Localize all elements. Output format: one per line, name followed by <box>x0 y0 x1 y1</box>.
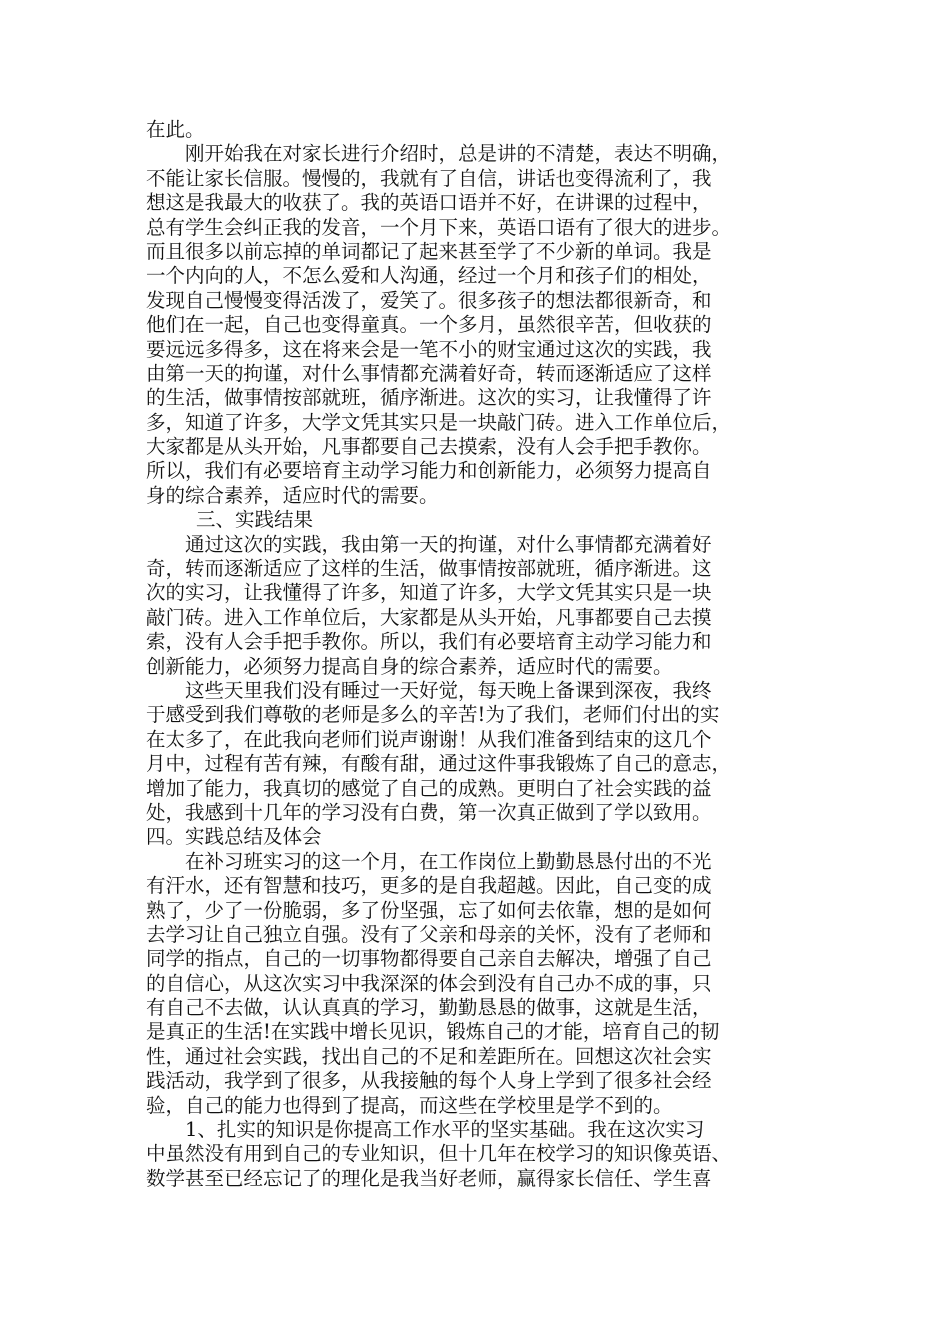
text-line: 四。实践总结及体会 <box>146 825 322 849</box>
text-line: 刚开始我在对家长进行介绍时，总是讲的不清楚，表达不明确， <box>185 142 732 166</box>
text-line: 次的实习，让我懂得了许多，知道了许多，大学文凭其实只是一块 <box>146 581 712 605</box>
text-line: 要远远多得多，这在将来会是一笔不小的财宝通过这次的实践，我 <box>146 337 712 361</box>
text-line: 数学甚至已经忘记了的理化是我当好老师，赢得家长信任、学生喜 <box>146 1166 712 1190</box>
text-line: 敲门砖。进入工作单位后，大家都是从头开始，凡事都要自己去摸 <box>146 605 712 629</box>
text-line: 增加了能力，我真切的感觉了自己的成熟。更明白了社会实践的益 <box>146 776 712 800</box>
text-line: 同学的指点，自己的一切事物都得要自己亲自去解决，增强了自己 <box>146 947 712 971</box>
text-line: 在太多了，在此我向老师们说声谢谢！从我们准备到结束的这几个 <box>146 727 712 751</box>
text-line: 多，知道了许多，大学文凭其实只是一块敲门砖。进入工作单位后， <box>146 410 732 434</box>
text-line: 的生活，做事情按部就班，循序渐进。这次的实习，让我懂得了许 <box>146 386 712 410</box>
document-page <box>146 118 826 1191</box>
text-line: 而且很多以前忘掉的单词都记了起来甚至学了不少新的单词。我是 <box>146 239 712 263</box>
text-line: 总有学生会纠正我的发音，一个月下来，英语口语有了很大的进步。 <box>146 215 732 239</box>
text-line: 性，通过社会实践，找出自己的不足和差距所在。回想这次社会实 <box>146 1044 712 1068</box>
text-line: 不能让家长信服。慢慢的，我就有了自信，讲话也变得流利了，我 <box>146 166 712 190</box>
text-line: 由第一天的拘谨，对什么事情都充满着好奇，转而逐渐适应了这样 <box>146 361 712 385</box>
text-line: 一个内向的人，不怎么爱和人沟通，经过一个月和孩子们的相处， <box>146 264 712 288</box>
text-line: 发现自己慢慢变得活泼了，爱笑了。很多孩子的想法都很新奇，和 <box>146 288 712 312</box>
text-line: 熟了，少了一份脆弱，多了份坚强，忘了如何去依靠，想的是如何 <box>146 898 712 922</box>
text-line: 1、扎实的知识是你提高工作水平的坚实基础。我在这次实习 <box>185 1118 705 1142</box>
section-heading: 三、实践结果 <box>196 508 314 532</box>
text-line: 这些天里我们没有睡过一天好觉，每天晚上备课到深夜，我终 <box>185 678 712 702</box>
text-line: 创新能力，必须努力提高自身的综合素养，适应时代的需要。 <box>146 654 673 678</box>
text-line: 所以，我们有必要培育主动学习能力和创新能力，必须努力提高自 <box>146 459 712 483</box>
text-line: 身的综合素养，适应时代的需要。 <box>146 483 439 507</box>
text-line: 月中，过程有苦有辣，有酸有甜，通过这件事我锻炼了自己的意志， <box>146 752 732 776</box>
text-line: 中虽然没有用到自己的专业知识，但十几年在校学习的知识像英语、 <box>146 1142 732 1166</box>
text-line: 去学习让自己独立自强。没有了父亲和母亲的关怀，没有了老师和 <box>146 922 712 946</box>
text-line: 索，没有人会手把手教你。所以，我们有必要培育主动学习能力和 <box>146 630 712 654</box>
text-line: 他们在一起，自己也变得童真。一个多月，虽然很辛苦，但收获的 <box>146 313 712 337</box>
text-line: 的自信心，从这次实习中我深深的体会到没有自己办不成的事，只 <box>146 971 712 995</box>
text-line: 在此。 <box>146 118 205 141</box>
text-line: 有自己不去做，认认真真的学习，勤勤恳恳的做事，这就是生活， <box>146 996 712 1020</box>
text-line: 想这是我最大的收获了。我的英语口语并不好，在讲课的过程中， <box>146 191 712 215</box>
text-line: 通过这次的实践，我由第一天的拘谨，对什么事情都充满着好 <box>185 532 712 556</box>
text-line: 奇，转而逐渐适应了这样的生活，做事情按部就班，循序渐进。这 <box>146 557 712 581</box>
text-line: 处，我感到十几年的学习没有白费，第一次真正做到了学以致用。 <box>146 800 712 824</box>
text-line: 是真正的生活!在实践中增长见识，锻炼自己的才能，培育自己的韧 <box>146 1020 720 1044</box>
text-line: 在补习班实习的这一个月，在工作岗位上勤勤恳恳付出的不光 <box>185 849 712 873</box>
text-line: 验，自己的能力也得到了提高，而这些在学校里是学不到的。 <box>146 1093 673 1117</box>
text-line: 有汗水，还有智慧和技巧，更多的是自我超越。因此，自己变的成 <box>146 874 712 898</box>
text-line: 大家都是从头开始，凡事都要自己去摸索，没有人会手把手教你。 <box>146 435 712 459</box>
text-line: 践活动，我学到了很多，从我接触的每个人身上学到了很多社会经 <box>146 1069 712 1093</box>
text-line: 于感受到我们尊敬的老师是多么的辛苦!为了我们，老师们付出的实 <box>146 703 720 727</box>
